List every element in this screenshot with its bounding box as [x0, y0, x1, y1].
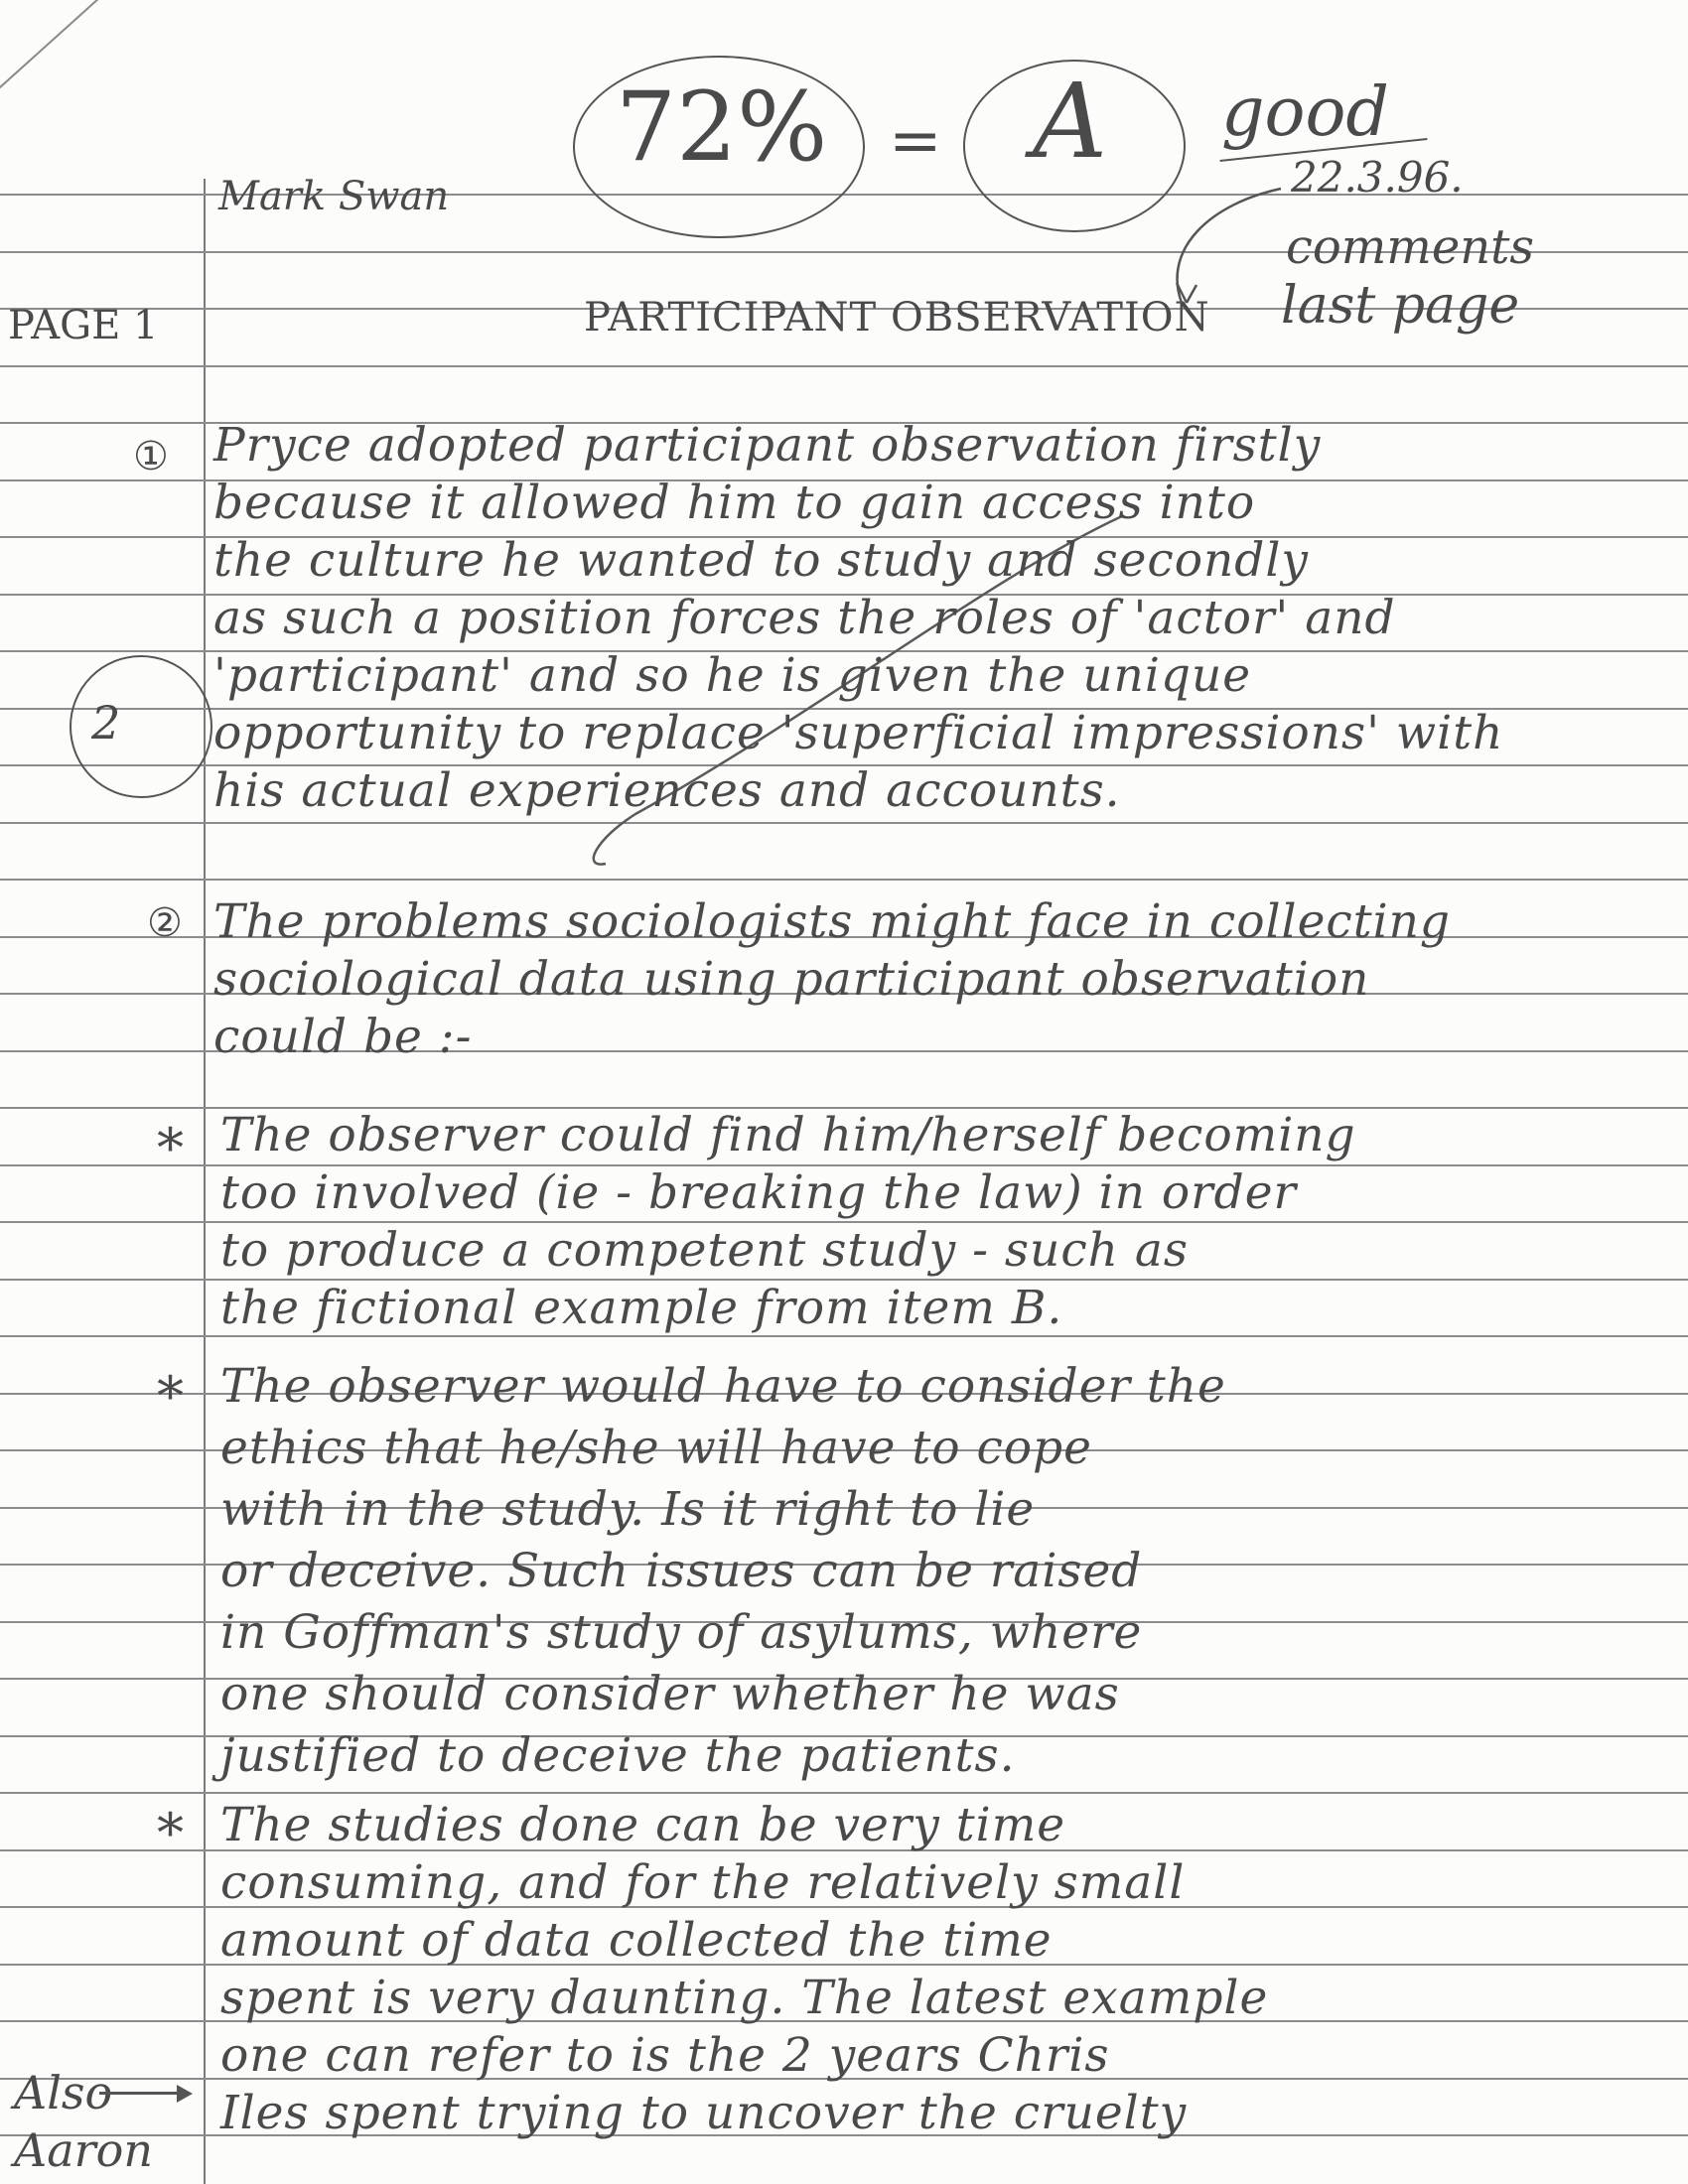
comments-note-line1: comments: [1286, 219, 1535, 275]
handwritten-line: sociological data using participant observation: [213, 952, 1370, 1007]
comments-note-line2: last page: [1281, 276, 1520, 336]
handwritten-line: ethics that he/she will have to cope: [220, 1421, 1092, 1475]
handwritten-line: 'participant' and so he is given the unique: [213, 648, 1252, 703]
handwritten-line: Pryce adopted participant observation firstly: [213, 418, 1322, 473]
question-number-2: ②: [147, 900, 183, 946]
score: 72%: [616, 71, 828, 183]
handwritten-line: Iles spent trying to uncover the cruelty: [220, 2086, 1188, 2140]
teacher-remark: good: [1221, 73, 1389, 152]
handwritten-line: because it allowed him to gain access into: [213, 476, 1256, 530]
bullet-3: *: [157, 1802, 184, 1864]
bullet-2: *: [157, 1365, 184, 1428]
student-name: Mark Swan: [218, 174, 450, 219]
handwritten-line: The studies done can be very time: [220, 1798, 1066, 1852]
handwritten-line: one can refer to is the 2 years Chris: [220, 2028, 1110, 2083]
side-arrow: [99, 2092, 189, 2095]
handwritten-line: or deceive. Such issues can be raised: [220, 1544, 1143, 1598]
handwritten-line: opportunity to replace 'superficial impressions' with: [213, 706, 1504, 760]
handwritten-line: too involved (ie - breaking the law) in order: [220, 1165, 1297, 1220]
handwritten-line: consuming, and for the relatively small: [220, 1855, 1186, 1910]
handwritten-line: amount of data collected the time: [220, 1913, 1053, 1968]
margin-mark: 2: [91, 696, 121, 750]
question-number-1: ①: [133, 434, 169, 479]
essay-title: PARTICIPANT OBSERVATION: [584, 295, 1210, 341]
handwritten-line: could be :-: [213, 1010, 473, 1064]
handwritten-line: in Goffman's study of asylums, where: [220, 1605, 1143, 1660]
marking-date: 22.3.96.: [1291, 153, 1464, 202]
grade: A: [1033, 61, 1108, 182]
handwritten-line: to produce a competent study - such as: [220, 1223, 1189, 1278]
handwritten-line: with in the study. Is it right to lie: [220, 1482, 1036, 1537]
handwritten-line: as such a position forces the roles of 'actor' and: [213, 591, 1396, 645]
side-note-also: Also: [14, 2066, 113, 2119]
handwritten-line: spent is very daunting. The latest example: [220, 1971, 1269, 2025]
side-note-aaron: Aaron: [14, 2123, 153, 2177]
handwritten-line: one should consider whether he was: [220, 1667, 1120, 1721]
handwritten-line: his actual experiences and accounts.: [213, 763, 1121, 818]
page-label: PAGE 1: [8, 303, 159, 348]
handwritten-line: The observer could find him/herself becoming: [220, 1108, 1356, 1162]
handwritten-line: The problems sociologists might face in collecting: [213, 894, 1451, 949]
handwritten-line: justified to deceive the patients.: [220, 1728, 1016, 1783]
handwritten-line: The observer would have to consider the: [220, 1359, 1226, 1414]
handwritten-line: the fictional example from item B.: [220, 1281, 1063, 1335]
handwritten-line: the culture he wanted to study and secondly: [213, 533, 1309, 588]
equals-sign: =: [889, 104, 942, 178]
bullet-1: *: [157, 1117, 184, 1179]
